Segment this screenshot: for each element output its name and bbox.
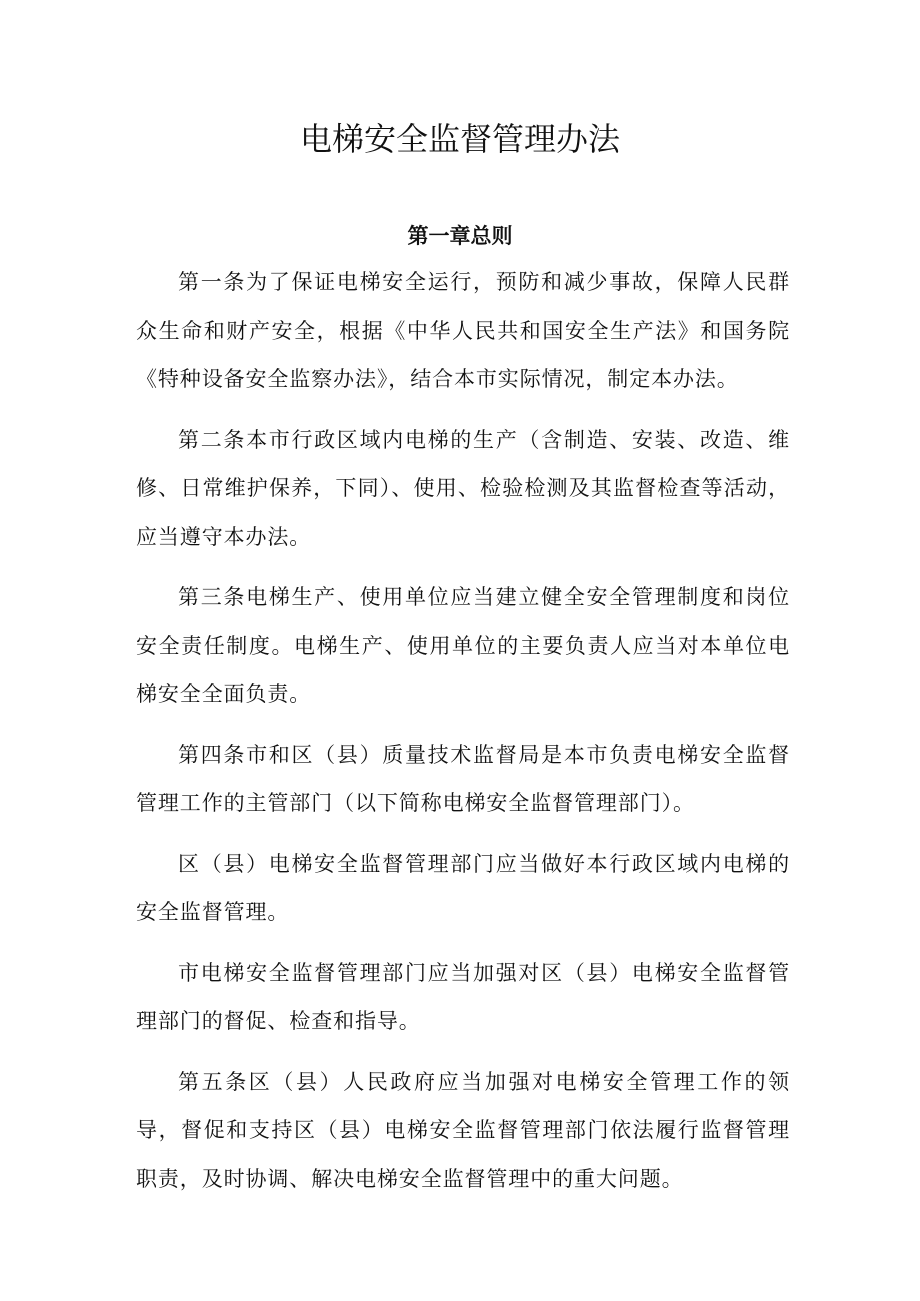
article-2-paragraph: 第二条本市行政区域内电梯的生产（含制造、安装、改造、维修、日常维护保养，下同）、使用、检验检测及其监督检查等活动，应当遵守本办法。 [136,427,790,549]
article-3-paragraph: 第三条电梯生产、使用单位应当建立健全安全管理制度和岗位安全责任制度。电梯生产、使用单位的主要负责人应当对本单位电梯安全全面负责。 [136,585,790,706]
city-duty-paragraph: 市电梯安全监督管理部门应当加强对区（县）电梯安全监督管理部门的督促、检查和指导。 [136,960,790,1033]
document-title: 电梯安全监督管理办法 [299,120,620,158]
document-body [136,258,790,1215]
chapter-heading: 第一章总则 [407,224,513,248]
article-1-paragraph: 第一条为了保证电梯安全运行，预防和减少事故，保障人民群众生命和财产安全，根据《中华人民共和国安全生产法》和国务院《特种设备安全监察办法》，结合本市实际情况，制定本办法。 [136,270,790,391]
article-4-paragraph: 第四条市和区（县）质量技术监督局是本市负责电梯安全监督管理工作的主管部门（以下简称电梯安全监督管理部门）。 [136,742,790,815]
district-duty-paragraph: 区（县）电梯安全监督管理部门应当做好本行政区域内电梯的安全监督管理。 [136,851,790,924]
article-5-paragraph: 第五条区（县）人民政府应当加强对电梯安全管理工作的领导，督促和支持区（县）电梯安全监督管理部门依法履行监督管理职责，及时协调、解决电梯安全监督管理中的重大问题。 [136,1069,790,1191]
